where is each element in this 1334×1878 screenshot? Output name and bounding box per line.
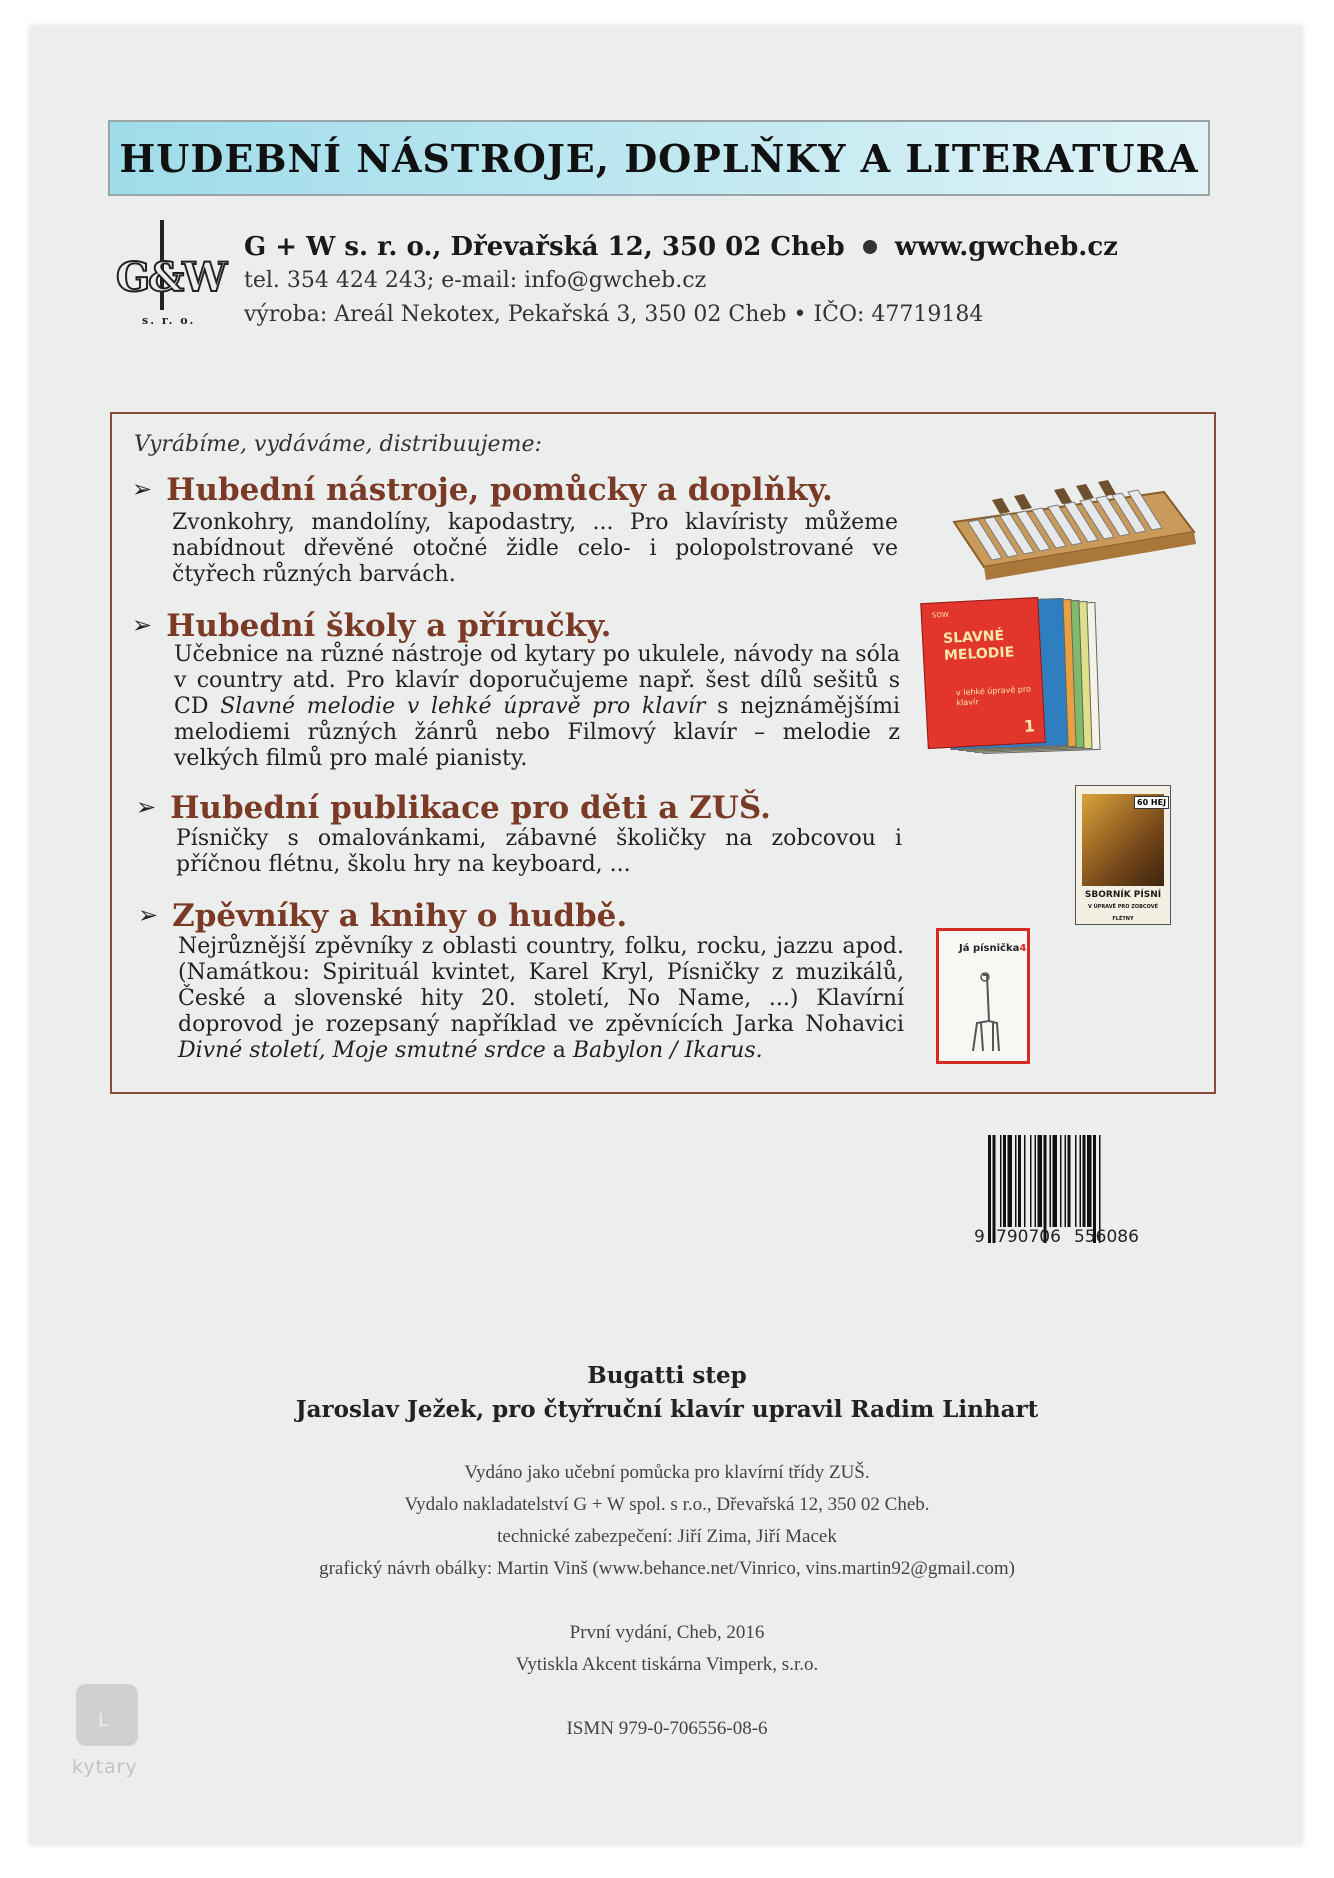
- book-title: SLAVNÉ MELODIE: [942, 627, 1015, 665]
- slavne-melodie-book: [920, 597, 1045, 749]
- section-body-children: Písničky s omalovánkami, zábavné školičky na zobcovou i příčnou flétnu, školu hry na keyboard, ...: [176, 826, 902, 877]
- barcode-bar: [1003, 1135, 1006, 1227]
- barcode-bar: [1050, 1135, 1052, 1227]
- barcode-bar: [1008, 1135, 1013, 1227]
- company-contact-line: tel. 354 424 243; e-mail: info@gwcheb.cz: [244, 268, 707, 293]
- publication-subtitle: Jaroslav Ježek, pro čtyřruční klavír upravil Radim Linhart: [295, 1396, 1039, 1423]
- book-volume: 4: [1019, 943, 1027, 954]
- body-text: a: [545, 1038, 573, 1063]
- sbornik-pisni-book: [1075, 785, 1171, 925]
- watermark-text: kytary: [72, 1756, 138, 1778]
- barcode-bar: [1035, 1135, 1037, 1227]
- bullet-dot: [863, 240, 877, 254]
- barcode-group2: 556086: [1074, 1227, 1139, 1247]
- barcode-bar: [1065, 1135, 1067, 1227]
- company-name-address: G + W s. r. o., Dřevařská 12, 350 02 Cheb: [244, 232, 845, 262]
- arrow-bullet-icon: ➢: [136, 793, 157, 821]
- section-body-schools: [174, 642, 900, 772]
- giraffe-illustration: [953, 971, 1013, 1055]
- barcode-bar: [1038, 1135, 1043, 1227]
- colophon-line: Vydalo nakladatelství G + W spol. s r.o., Dřevařská 12, 350 02 Cheb.: [404, 1494, 930, 1515]
- barcode-bar: [1000, 1135, 1002, 1227]
- header-banner: [108, 120, 1210, 196]
- ja-pisnicka-book: [936, 928, 1030, 1064]
- barcode-bar: [1080, 1135, 1082, 1227]
- barcode-bar: [1087, 1135, 1092, 1227]
- section-title-instruments: [132, 472, 833, 508]
- book-title-italic: Slavné melodie v lehké úpravě pro klavír: [220, 694, 706, 719]
- section-title-text: Hubední školy a příručky.: [166, 608, 612, 644]
- book-subtitle: V ÚPRAVĚ PRO ZOBCOVÉ FLÉTNY: [1087, 904, 1158, 922]
- colophon-line: Vydáno jako učební pomůcka pro klavírní třídy ZUŠ.: [464, 1462, 870, 1483]
- book-badge: 60 HEJ: [1134, 796, 1169, 809]
- glockenspiel-image: [944, 472, 1204, 592]
- body-text: Učebnice na různé nástroje od kytary po ukulele, návody na sóla v country atd. Pro klavír doporučujeme např. šest dílů sešitů s CD: [174, 642, 900, 719]
- barcode-bar: [1060, 1135, 1062, 1227]
- barcode-bar: [1083, 1135, 1086, 1227]
- company-website: www.gwcheb.cz: [894, 232, 1118, 262]
- barcode-bar: [1030, 1135, 1032, 1227]
- publication-title: Bugatti step: [587, 1362, 747, 1389]
- colophon-line: grafický návrh obálky: Martin Vinš (www.behance.net/Vinrico, vins.martin92@gmail.com): [319, 1558, 1015, 1579]
- products-intro: Vyrábíme, vydáváme, distribuujeme:: [134, 432, 542, 457]
- book-subtitle: v lehké úpravě pro klavír: [955, 684, 1032, 708]
- section-title-text: Zpěvníky a knihy o hudbě.: [172, 898, 628, 934]
- book-title-italic: Divné století, Moje smutné srdce: [178, 1038, 546, 1063]
- watermark-face-icon: ᒪ: [98, 1710, 109, 1731]
- arrow-bullet-icon: ➢: [132, 611, 153, 639]
- book-title-italic: Babylon / Ikarus.: [572, 1038, 763, 1063]
- arrow-bullet-icon: ➢: [138, 901, 159, 929]
- book-title: [1080, 890, 1166, 925]
- barcode-bar: [1053, 1135, 1058, 1227]
- colophon-line: technické zabezpečení: Jiří Zima, Jiří Macek: [497, 1526, 837, 1547]
- barcode-group1: 790706: [996, 1227, 1061, 1247]
- book-title-text: SBORNÍK PÍSNÍ: [1084, 890, 1162, 900]
- logo-letters: G&W: [116, 254, 226, 301]
- section-title-schools: [132, 608, 611, 644]
- barcode-bar: [1075, 1135, 1077, 1227]
- ismn-line: ISMN 979-0-706556-08-6: [566, 1718, 768, 1739]
- body-text: s nejznámějšími melodiemi různých žánrů nebo Filmový klavír – melodie z velkých filmů pro malé pianisty.: [174, 694, 901, 771]
- section-title-text: Hubední publikace pro děti a ZUŠ.: [170, 790, 771, 826]
- book-volume: 1: [1023, 716, 1036, 736]
- section-title-children: [136, 790, 771, 826]
- company-address-line: [244, 232, 1118, 262]
- logo-sro: s. r. o.: [142, 314, 196, 327]
- edition-line: První vydání, Cheb, 2016: [569, 1622, 765, 1643]
- book-title-text: Já písnička: [959, 943, 1020, 954]
- barcode-bar: [1068, 1135, 1071, 1227]
- barcode-bar: [1018, 1135, 1021, 1227]
- section-body-songbooks: [178, 934, 904, 1064]
- barcode-bar: [1024, 1135, 1026, 1227]
- barcode-bar: [1015, 1135, 1017, 1227]
- section-body-instruments: Zvonkohry, mandolíny, kapodastry, ... Pro klavíristy můžeme nabídnout dřevěné otočné židle celo- i polopolstrované ve čtyřech různých barvách.: [172, 510, 898, 587]
- barcode-bar: [988, 1135, 991, 1243]
- printer-line: Vytiskla Akcent tiskárna Vimperk, s.r.o.: [515, 1654, 819, 1675]
- arrow-bullet-icon: ➢: [132, 475, 153, 503]
- book-title: [959, 943, 1026, 954]
- banner-title: HUDEBNÍ NÁSTROJE, DOPLŇKY A LITERATURA: [119, 135, 1199, 181]
- gw-logo: [112, 220, 226, 332]
- body-text: Nejrůznější zpěvníky z oblasti country, folku, rocku, jazzu apod. (Namátkou: Spirituál kvintet, Karel Kryl, Písničky z muzikálů, České a slovenské hity 20. století, No Name, ...) Klavírní doprovod je rozepsaný například ve zpěvnících Jarka Nohavici: [178, 934, 904, 1037]
- book-publisher: SOW: [931, 610, 949, 620]
- company-production-line: výroba: Areál Nekotex, Pekařská 3, 350 02 Cheb • IČO: 47719184: [244, 302, 984, 327]
- section-title-songbooks: [138, 898, 627, 934]
- section-title-text: Hubední nástroje, pomůcky a doplňky.: [166, 472, 833, 508]
- barcode-first-digit: 9: [974, 1227, 985, 1247]
